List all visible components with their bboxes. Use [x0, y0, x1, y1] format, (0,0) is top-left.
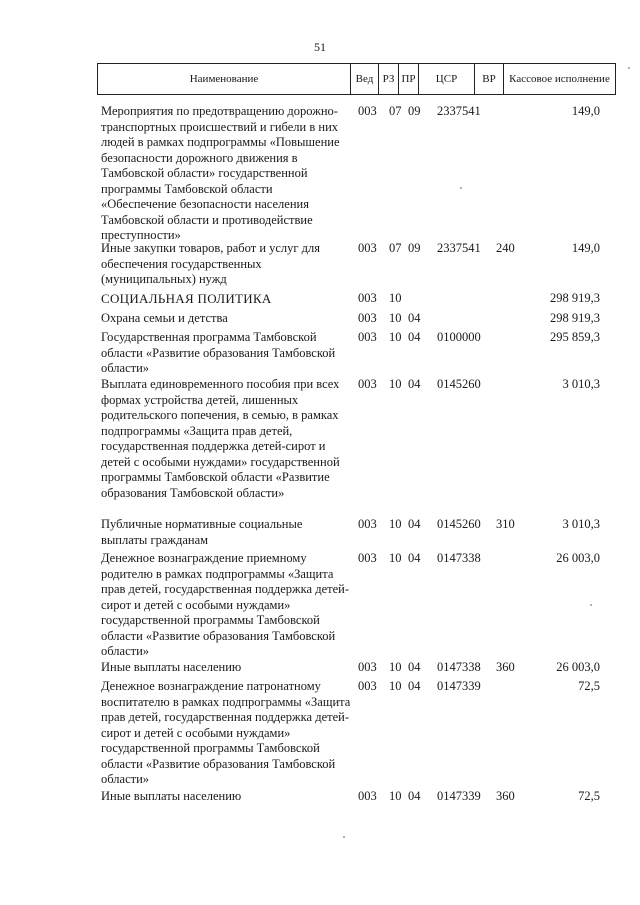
row-pr: 09: [408, 104, 421, 118]
row-csr: 0147339: [437, 789, 481, 803]
row-amount: 3 010,3: [562, 517, 600, 531]
row-rz: 10: [389, 660, 402, 674]
header-ved: Вед: [351, 64, 379, 95]
row-rz: 10: [389, 517, 402, 531]
scan-speck: [343, 836, 345, 838]
row-name: Иные закупки товаров, работ и услуг для обеспечения государственных (муниципальных) нужд: [101, 241, 321, 286]
row-name: Выплата единовременного пособия при всех формах устройства детей, лишенных родительского попечения, в семью, в рамках подпрограммы «Защита прав детей, государственная поддержка детей-сирот и детей с особыми нуждами» государственной программы Тамбовской области «Развитие образования Тамбовской области»: [101, 377, 340, 500]
row-vr: 240: [496, 241, 515, 255]
row-name: Охрана семьи и детства: [101, 311, 228, 325]
row-vr: 360: [496, 789, 515, 803]
row-amount: 26 003,0: [556, 660, 600, 674]
row-ved: 003: [358, 660, 377, 674]
row-rz: 10: [389, 311, 402, 325]
row-csr: 0147338: [437, 660, 481, 674]
row-amount: 298 919,3: [550, 311, 600, 325]
header-pr: ПР: [399, 64, 419, 95]
scan-speck: [590, 604, 592, 606]
row-pr: 04: [408, 330, 421, 344]
row-amount: 3 010,3: [562, 377, 600, 391]
row-ved: 003: [358, 377, 377, 391]
row-csr: 0147339: [437, 679, 481, 693]
row-name: СОЦИАЛЬНАЯ ПОЛИТИКА: [101, 291, 272, 306]
row-amount: 72,5: [578, 679, 600, 693]
row-pr: 09: [408, 241, 421, 255]
row-ved: 003: [358, 241, 377, 255]
row-amount: 149,0: [571, 241, 600, 255]
row-amount: 149,0: [571, 104, 600, 118]
row-pr: 04: [408, 517, 421, 531]
row-ved: 003: [358, 291, 377, 305]
row-vr: 310: [496, 517, 515, 531]
row-name: Иные выплаты населению: [101, 789, 242, 803]
scan-speck: [460, 187, 462, 189]
row-ved: 003: [358, 789, 377, 803]
row-rz: 10: [389, 377, 402, 391]
row-pr: 04: [408, 377, 421, 391]
row-name: Денежное вознаграждение патронатному воспитателю в рамках подпрограммы «Защита прав детей, государственная поддержка детей-сирот и детей с особыми нуждами» государственной программы Тамбовской области «Развитие образования Тамбовской области»: [101, 679, 351, 786]
row-pr: 04: [408, 551, 421, 565]
row-csr: 2337541: [437, 241, 481, 255]
row-vr: 360: [496, 660, 515, 674]
row-amount: 72,5: [578, 789, 600, 803]
row-pr: 04: [408, 789, 421, 803]
row-name: Мероприятия по предотвращению дорожно-транспортных происшествий и гибели в них людей в рамках подпрограммы «Повышение безопасности дорожного движения в Тамбовской области» государственной программы Тамбовской области «Обеспечение безопасности населения Тамбовской области и противодействие преступности»: [101, 104, 340, 242]
row-rz: 10: [389, 679, 402, 693]
row-ved: 003: [358, 104, 377, 118]
row-amount: 298 919,3: [550, 291, 600, 305]
header-amount: Кассовое исполнение: [504, 64, 616, 95]
row-pr: 04: [408, 311, 421, 325]
page-number: 51: [314, 40, 326, 54]
row-amount: 295 859,3: [550, 330, 600, 344]
row-csr: 0145260: [437, 377, 481, 391]
row-csr: 0147338: [437, 551, 481, 565]
row-name: Денежное вознаграждение приемному родителю в рамках подпрограммы «Защита прав детей, государственная поддержка детей-сирот и детей с особыми нуждами» государственной программы Тамбовской области «Развитие образования Тамбовской области»: [101, 551, 350, 658]
row-csr: 2337541: [437, 104, 481, 118]
row-amount: 26 003,0: [556, 551, 600, 565]
row-ved: 003: [358, 311, 377, 325]
header-rz: РЗ: [379, 64, 399, 95]
row-rz: 10: [389, 291, 402, 305]
row-name: Публичные нормативные социальные выплаты гражданам: [101, 517, 303, 547]
row-rz: 07: [389, 104, 402, 118]
header-vr: ВР: [475, 64, 504, 95]
row-csr: 0145260: [437, 517, 481, 531]
row-ved: 003: [358, 330, 377, 344]
header-name: Наименование: [98, 64, 351, 95]
row-rz: 07: [389, 241, 402, 255]
row-rz: 10: [389, 789, 402, 803]
row-ved: 003: [358, 517, 377, 531]
row-rz: 10: [389, 551, 402, 565]
row-pr: 04: [408, 660, 421, 674]
table-header: [97, 63, 616, 95]
row-rz: 10: [389, 330, 402, 344]
scan-speck: [628, 67, 630, 69]
row-name: Государственная программа Тамбовской области «Развитие образования Тамбовской области»: [101, 330, 336, 375]
row-ved: 003: [358, 551, 377, 565]
row-name: Иные выплаты населению: [101, 660, 242, 674]
header-csr: ЦСР: [419, 64, 475, 95]
row-csr: 0100000: [437, 330, 481, 344]
row-pr: 04: [408, 679, 421, 693]
row-ved: 003: [358, 679, 377, 693]
